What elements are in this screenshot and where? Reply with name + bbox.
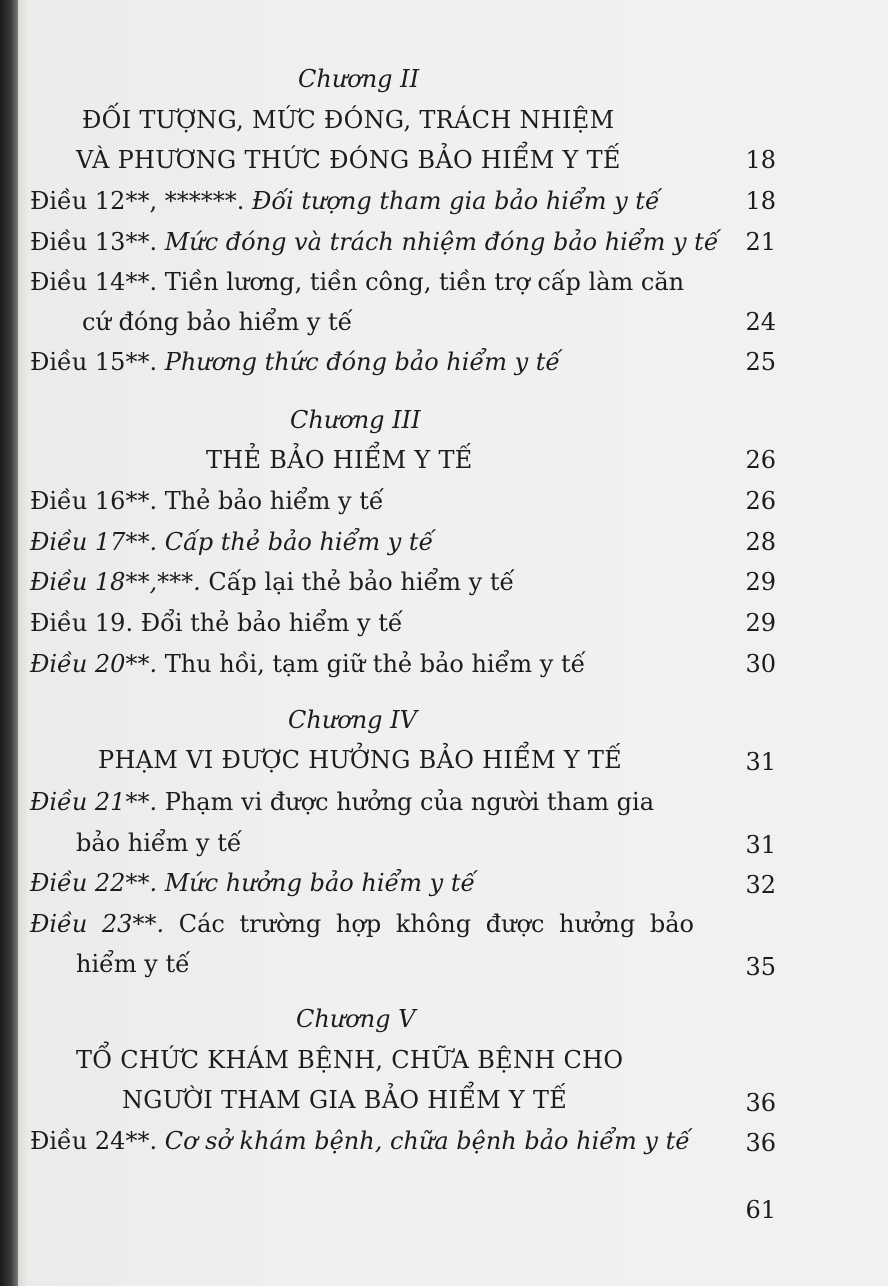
toc-entry-dieu-13 [30, 227, 719, 257]
chapter-5-title-line2: NGƯỜI THAM GIA BẢO HIỂM Y TẾ [122, 1086, 568, 1114]
chapter-5-page: 36 [745, 1089, 776, 1117]
entry-page: 21 [745, 228, 776, 256]
entry-page: 35 [745, 953, 776, 981]
entry-number: Điều 15**. [30, 348, 165, 376]
chapter-2-title-line1: ĐỐI TƯỢNG, MỨC ĐÓNG, TRÁCH NHIỆM [82, 106, 615, 134]
chapter-3-label: Chương III [290, 406, 421, 434]
toc-entry-dieu-23-cont: hiểm y tế [76, 950, 190, 978]
chapter-3-page: 26 [745, 446, 776, 474]
entry-page: 32 [745, 871, 776, 899]
toc-entry-dieu-23 [30, 909, 694, 939]
toc-entry-dieu-19 [30, 608, 403, 638]
page-number: 61 [745, 1196, 776, 1224]
entry-title: Thu hồi, tạm giữ thẻ bảo hiểm y tế [164, 650, 586, 678]
entry-title: Phạm vi được hưởng của người tham gia [164, 788, 655, 816]
entry-title: Tiền lương, tiền công, tiền trợ cấp làm căn [164, 268, 685, 296]
entry-title: Mức đóng và trách nhiệm đóng bảo hiểm y tế [164, 228, 719, 256]
entry-page: 29 [745, 568, 776, 596]
entry-number: Điều 20**. [30, 650, 165, 678]
chapter-4-page: 31 [745, 748, 776, 776]
chapter-5-label: Chương V [296, 1005, 416, 1033]
page [18, 0, 888, 1286]
book-spine [0, 0, 18, 1286]
entry-page: 18 [745, 187, 776, 215]
entry-title: Cơ sở khám bệnh, chữa bệnh bảo hiểm y tế [164, 1127, 691, 1155]
toc-entry-dieu-17 [30, 527, 433, 557]
toc-entry-dieu-15 [30, 347, 560, 377]
entry-page: 26 [745, 487, 776, 515]
toc-entry-dieu-14-cont: cứ đóng bảo hiểm y tế [82, 308, 353, 336]
entry-number: Điều 24**. [30, 1127, 165, 1155]
chapter-4-title: PHẠM VI ĐƯỢC HƯỞNG BẢO HIỂM Y TẾ [98, 746, 622, 774]
entry-number: Điều 23**. [30, 910, 179, 938]
toc-entry-dieu-16 [30, 486, 384, 516]
entry-title: Cấp lại thẻ bảo hiểm y tế [208, 568, 515, 596]
entry-title: Phương thức đóng bảo hiểm y tế [164, 348, 561, 376]
entry-page: 29 [745, 609, 776, 637]
toc-entry-dieu-14 [30, 267, 684, 297]
entry-title: Thẻ bảo hiểm y tế [164, 487, 384, 515]
entry-number: Điều 14**. [30, 268, 165, 296]
entry-title: Mức hưởng bảo hiểm y tế [164, 869, 476, 897]
chapter-5-title-line1: TỔ CHỨC KHÁM BỆNH, CHỮA BỆNH CHO [76, 1046, 624, 1074]
entry-title: Đối tượng tham gia bảo hiểm y tế [251, 187, 660, 215]
toc-entry-dieu-21 [30, 787, 654, 817]
chapter-2-page: 18 [745, 146, 776, 174]
entry-title: Các trường hợp không được hưởng bảo [178, 910, 694, 938]
entry-title: Đổi thẻ bảo hiểm y tế [140, 609, 403, 637]
chapter-2-label: Chương II [298, 65, 420, 93]
toc-entry-dieu-22 [30, 868, 475, 898]
entry-number: Điều 12**, ******. [30, 187, 252, 215]
entry-page: 25 [745, 348, 776, 376]
entry-number: Điều 18**,***. [30, 568, 209, 596]
entry-number: Điều 22**. [30, 869, 165, 897]
chapter-3-title: THẺ BẢO HIỂM Y TẾ [206, 446, 473, 474]
toc-entry-dieu-24 [30, 1126, 690, 1156]
entry-number: Điều 17**. [30, 528, 165, 556]
entry-page: 36 [745, 1129, 776, 1157]
toc-entry-dieu-20 [30, 649, 585, 679]
entry-title: Cấp thẻ bảo hiểm y tế [164, 528, 434, 556]
entry-number: Điều 13**. [30, 228, 165, 256]
chapter-4-label: Chương IV [288, 706, 417, 734]
entry-page: 24 [745, 308, 776, 336]
entry-page: 30 [745, 650, 776, 678]
entry-number: Điều 21**. [30, 788, 165, 816]
entry-page: 28 [745, 528, 776, 556]
entry-number: Điều 19. [30, 609, 141, 637]
chapter-2-title-line2: VÀ PHƯƠNG THỨC ĐÓNG BẢO HIỂM Y TẾ [76, 146, 621, 174]
toc-entry-dieu-18 [30, 567, 514, 597]
toc-entry-dieu-12 [30, 186, 660, 216]
entry-page: 31 [745, 831, 776, 859]
entry-number: Điều 16**. [30, 487, 165, 515]
toc-entry-dieu-21-cont: bảo hiểm y tế [76, 829, 242, 857]
